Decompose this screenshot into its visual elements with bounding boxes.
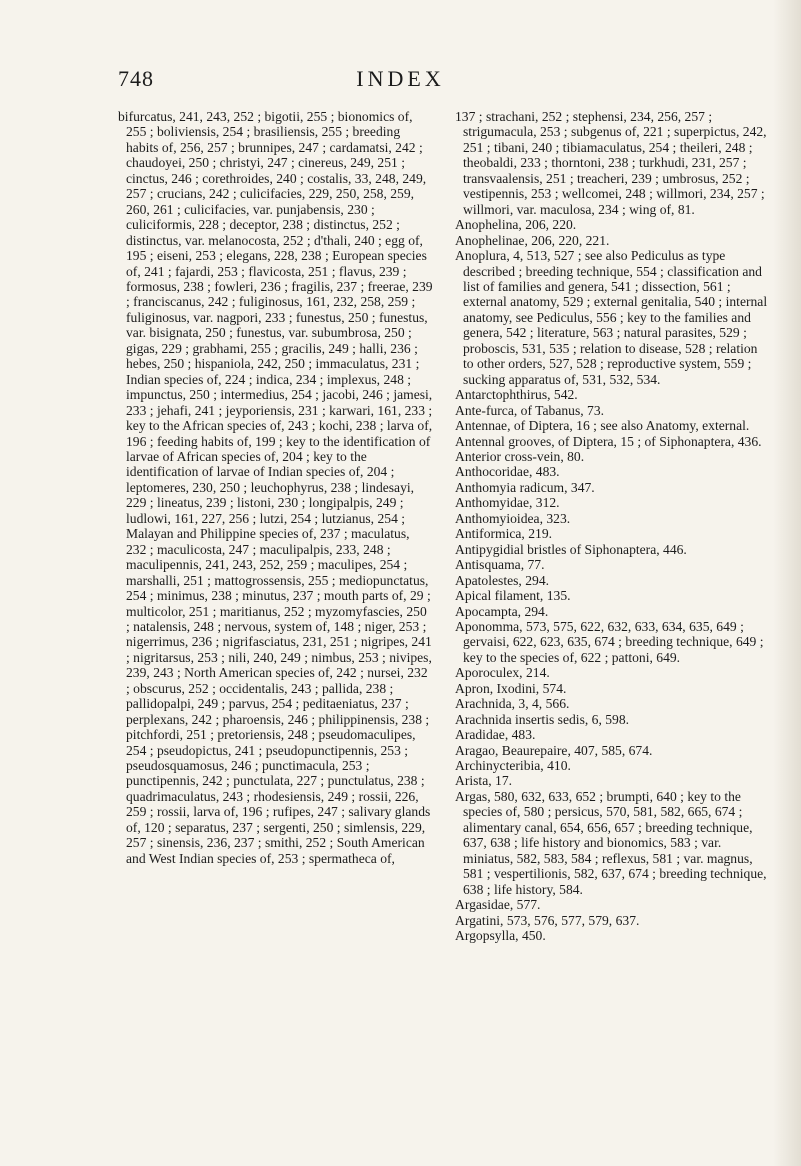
page-edge-shadow	[773, 0, 801, 1166]
index-entry: Arachnida insertis sedis, 6, 598.	[455, 711, 630, 727]
page-header	[0, 62, 801, 92]
index-entry: Anthomyidae, 312.	[455, 495, 560, 511]
index-entry: Anterior cross-vein, 80.	[455, 448, 585, 464]
index-entry: Anophelina, 206, 220.	[455, 217, 577, 233]
index-entry: Apocampta, 294.	[455, 603, 549, 619]
page-number: 748	[118, 66, 154, 91]
index-entry: Apron, Ixodini, 574.	[455, 680, 567, 696]
index-entry: Anophelinae, 206, 220, 221.	[455, 232, 610, 248]
index-entry: Arista, 17.	[455, 773, 513, 789]
index-entry: Aporoculex, 214.	[455, 665, 550, 681]
index-entry: 137 ; strachani, 252 ; stephensi, 234, 256, 257 ; strigumacula, 253 ; subgenus of, 221 ; superpictus, 242, 251 ; tibani, 240 ; tibiamaculatus, 254 ; theileri, 248 ; theobaldi, 233 ; thorntoni, 238 ; turkhudi, 231, 257 ; transvaalensis, 251 ; treacheri, 239 ; umbrosus, 252 ; vestipennis, 253 ; wellcomei, 248 ; willmori, 234, 257 ; willmori, var. maculosa, 234 ; wing of, 81.	[455, 109, 767, 217]
index-entry: Apatolestes, 294.	[455, 572, 550, 588]
index-entry: Anoplura, 4, 513, 527 ; see also Pediculus as type described ; breeding technique, 554 ; classification and list of families and genera, 541 ; dissection, 561 ; external anatomy, 529 ; external genitalia, 540 ; internal anatomy, see Pediculus, 556 ; key to the families and genera, 542 ; literature, 563 ; natural parasites, 529 ; proboscis, 531, 535 ; relation to disease, 528 ; relation to other orders, 527, 528 ; reproductive system, 559 ; sucking apparatus of, 531, 532, 534.	[455, 248, 768, 387]
index-entry: Antennae, of Diptera, 16 ; see also Anatomy, external.	[455, 418, 750, 434]
index-entry: Antarctophthirus, 542.	[455, 387, 578, 403]
index-entry: Antisquama, 77.	[455, 557, 545, 573]
index-column-right	[455, 109, 770, 943]
index-entry: Argas, 580, 632, 633, 652 ; brumpti, 640 ; key to the species of, 580 ; persicus, 570, 581, 582, 665, 674 ; alimentary canal, 654, 656, 657 ; breeding technique, 637, 638 ; life history and bionomics, 583 ; var. miniatus, 582, 583, 584 ; reflexus, 581 ; var. magnus, 581 ; vespertilionis, 582, 637, 674 ; breeding technique, 638 ; life history, 584.	[455, 788, 767, 897]
index-entry: Aponomma, 573, 575, 622, 632, 633, 634, 635, 649 ; gervaisi, 622, 623, 635, 674 ; breeding technique, 649 ; key to the species of, 622 ; pattoni, 649.	[455, 618, 764, 665]
index-entry: Argasidae, 577.	[455, 897, 541, 913]
index-column-left	[118, 109, 433, 866]
index-entry: Anthomyioidea, 323.	[455, 510, 571, 526]
index-entry: Anthocoridae, 483.	[455, 464, 560, 480]
index-entry: Antiformica, 219.	[455, 526, 553, 542]
running-head-title: INDEX	[356, 66, 445, 91]
index-entry: Ante-furca, of Tabanus, 73.	[455, 402, 605, 418]
index-entry: Argatini, 573, 576, 577, 579, 637.	[455, 912, 640, 928]
index-entry: Aragao, Beaurepaire, 407, 585, 674.	[455, 742, 653, 758]
index-entry: Antipygidial bristles of Siphonaptera, 446.	[455, 541, 687, 557]
index-entry: bifurcatus, 241, 243, 252 ; bigotii, 255 ; bionomics of, 255 ; boliviensis, 254 ; brasiliensis, 255 ; breeding habits of, 256, 257 ; brunnipes, 247 ; cardamatsi, 242 ; chaudoyei, 250 ; christyi, 247 ; cinereus, 249, 251 ; cinctus, 246 ; corethroides, 240 ; costalis, 33, 248, 249, 257 ; crucians, 242 ; culicifacies, 229, 250, 258, 259, 260, 261 ; culicifacies, var. punjabensis, 230 ; culiciformis, 228 ; deceptor, 238 ; distinctus, 252 ; distinctus, var. melanocosta, 252 ; d'thali, 240 ; egg of, 195 ; eiseni, 253 ; elegans, 228, 238 ; European species of, 241 ; fajardi, 253 ; flavicosta, 251 ; flavus, 239 ; formosus, 238 ; fowleri, 236 ; fragilis, 237 ; freerae, 239 ; franciscanus, 242 ; fuliginosus, 161, 232, 258, 259 ; fuliginosus, var. nagpori, 233 ; funestus, 250 ; funestus, var. bisignata, 250 ; funestus, var. subumbrosa, 250 ; gigas, 229 ; grabhami, 255 ; gracilis, 249 ; halli, 236 ; hebes, 250 ; hispaniola, 242, 250 ; immaculatus, 231 ; Indian species of, 224 ; indica, 234 ; implexus, 248 ; impunctus, 250 ; intermedius, 254 ; jacobi, 246 ; jamesi, 233 ; jehafi, 241 ; jeyporiensis, 231 ; karwari, 161, 233 ; key to the African species of, 243 ; kochi, 238 ; larva of, 196 ; feeding habits of, 199 ; key to the identification of larvae of African species of, 204 ; key to the identification of larvae of Indian species of, 204 ; leptomeres, 230, 250 ; leuchophyrus, 238 ; lindesayi, 229 ; lineatus, 239 ; listoni, 230 ; longipalpis, 249 ; ludlowi, 161, 227, 256 ; lutzi, 254 ; lutzianus, 254 ; Malayan and Philippine species of, 237 ; maculatus, 232 ; maculicosta, 247 ; maculipalpis, 233, 248 ; maculipennis, 241, 243, 252, 259 ; maculipes, 254 ; marshalli, 251 ; mattogrossensis, 255 ; mediopunctatus, 254 ; minimus, 238 ; minutus, 237 ; mouth parts of, 29 ; multicolor, 251 ; maritianus, 252 ; myzomyfascies, 250 ; natalensis, 248 ; nervous, system of, 148 ; niger, 253 ; nigerrimus, 236 ; nigrifasciatus, 231, 251 ; nigripes, 241 ; nigritarsus, 253 ; nili, 240, 249 ; nimbus, 253 ; nivipes, 239, 243 ; North American species of, 242 ; nursei, 232 ; obscurus, 252 ; occidentalis, 243 ; pallida, 238 ; pallidopalpi, 249 ; parvus, 254 ; peditaeniatus, 237 ; perplexans, 242 ; pharoensis, 246 ; philippinensis, 238 ; pitchfordi, 251 ; pretoriensis, 248 ; pseudomaculipes, 254 ; pseudopictus, 241 ; pseudopunctipennis, 253 ; pseudosquamosus, 246 ; punctimacula, 253 ; punctipennis, 242 ; punctulata, 227 ; punctulatus, 238 ; quadrimaculatus, 243 ; rhodesiensis, 249 ; rossii, 226, 259 ; rossii, larva of, 196 ; rufipes, 247 ; salivary glands of, 120 ; separatus, 237 ; sergenti, 250 ; simlensis, 229, 257 ; sinensis, 236, 237 ; smithi, 252 ; South American and West Indian species of, 253 ; spermatheca of,	[118, 109, 433, 866]
index-entry: Anthomyia radicum, 347.	[455, 479, 595, 495]
index-entry: Antennal grooves, of Diptera, 15 ; of Siphonaptera, 436.	[455, 433, 762, 449]
index-entry: Argopsylla, 450.	[455, 928, 546, 944]
index-entry: Arachnida, 3, 4, 566.	[455, 696, 570, 712]
index-entry: Apical filament, 135.	[455, 588, 571, 604]
index-entry: Aradidae, 483.	[455, 727, 536, 743]
index-entry: Archinycteribia, 410.	[455, 758, 571, 774]
